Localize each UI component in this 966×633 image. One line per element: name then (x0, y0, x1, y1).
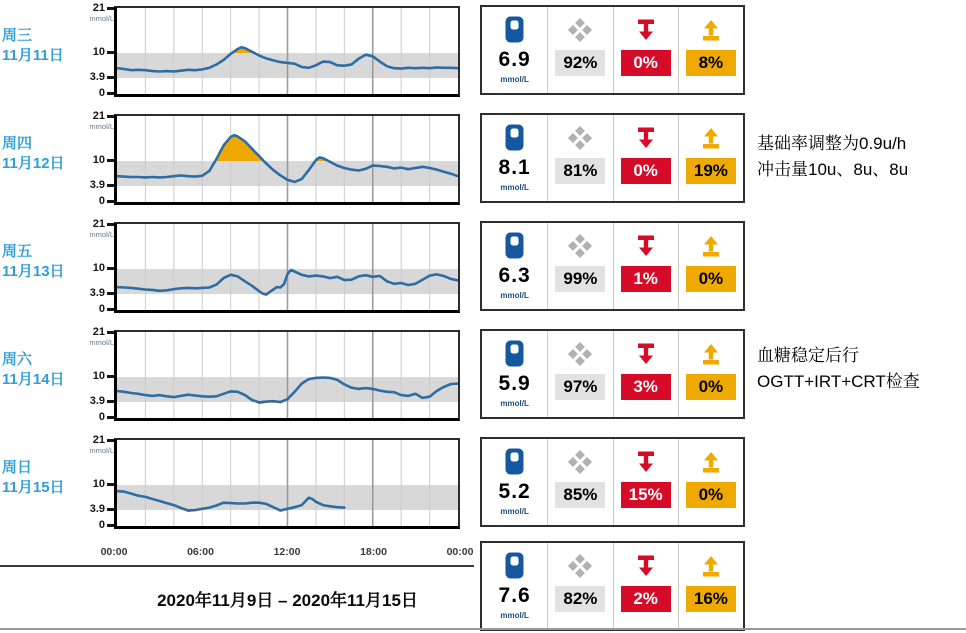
y-axis-upper-target: 10 (93, 370, 114, 382)
above-target-cell (678, 331, 743, 417)
y-axis-lower-target: 3.9 (90, 71, 114, 83)
glucose-curve (117, 332, 458, 418)
day-weekday: 周三 (2, 27, 33, 44)
day-stats-panel (480, 113, 745, 203)
above-target-percent: 0% (686, 374, 736, 400)
target-diamond-icon (567, 124, 593, 151)
day-label (0, 222, 74, 282)
below-target-arrow-icon (633, 16, 659, 43)
y-axis (74, 2, 114, 99)
below-target-cell (613, 439, 678, 525)
target-diamond-icon (567, 232, 593, 259)
avg-glucose-unit: mmol/L (500, 75, 529, 84)
glucose-meter-icon (505, 124, 524, 151)
avg-glucose-value: 5.9 (498, 372, 531, 395)
day-date: 11月15日 (2, 479, 65, 496)
above-target-arrow-icon (698, 16, 724, 43)
in-target-percent: 81% (555, 158, 605, 184)
day-row (0, 434, 750, 531)
above-target-arrow-icon (698, 552, 724, 579)
y-axis-unit: mmol/L (89, 338, 114, 347)
y-axis-upper-target: 10 (93, 154, 114, 166)
y-axis-unit: mmol/L (89, 230, 114, 239)
y-axis-unit: mmol/L (89, 122, 114, 131)
below-target-arrow-icon (633, 552, 659, 579)
y-axis-upper-target: 10 (93, 262, 114, 274)
day-stats-panel (480, 221, 745, 311)
glucose-chart (114, 114, 460, 205)
day-weekday: 周四 (2, 135, 33, 152)
above-target-arrow-icon (698, 232, 724, 259)
y-axis (74, 218, 114, 315)
day-rows (0, 2, 750, 531)
above-target-percent: 19% (686, 158, 736, 184)
above-target-percent: 8% (686, 50, 736, 76)
avg-glucose-unit: mmol/L (500, 183, 529, 192)
above-target-percent: 0% (686, 482, 736, 508)
below-target-cell (613, 223, 678, 309)
below-target-percent: 2% (621, 586, 671, 612)
annotation-line: 基础率调整为0.9u/h (757, 134, 907, 153)
y-axis (74, 110, 114, 207)
y-axis-max: 21 (93, 326, 114, 338)
day-stats-panel (480, 329, 745, 419)
chart-footer-divider (0, 565, 474, 567)
glucose-meter-icon (505, 448, 524, 475)
glucose-chart (114, 330, 460, 421)
in-target-cell (547, 223, 612, 309)
above-target-cell (678, 115, 743, 201)
glucose-curve (117, 440, 458, 526)
avg-glucose-cell (482, 543, 547, 629)
glucose-curve (117, 116, 458, 202)
y-axis-max: 21 (93, 434, 114, 446)
above-target-cell (678, 543, 743, 629)
in-target-cell (547, 7, 612, 93)
y-axis-max: 21 (93, 2, 114, 14)
y-axis (74, 326, 114, 423)
x-axis (100, 546, 474, 561)
y-axis-max: 21 (93, 218, 114, 230)
day-stats-panel (480, 5, 745, 95)
weekly-summary-panel (480, 541, 745, 631)
avg-glucose-cell (482, 331, 547, 417)
day-date: 11月12日 (2, 155, 65, 172)
below-target-arrow-icon (633, 448, 659, 475)
below-target-cell (613, 543, 678, 629)
below-target-arrow-icon (633, 232, 659, 259)
above-target-arrow-icon (698, 124, 724, 151)
report-date-range: 2020年11月9日 – 2020年11月15日 (157, 591, 418, 610)
glucose-meter-icon (505, 552, 524, 579)
day-row (0, 110, 750, 207)
above-target-arrow-icon (698, 448, 724, 475)
day-row (0, 2, 750, 99)
day-label (0, 438, 74, 498)
below-target-cell (613, 7, 678, 93)
below-target-percent: 15% (621, 482, 671, 508)
in-target-cell (547, 115, 612, 201)
day-label (0, 330, 74, 390)
target-diamond-icon (567, 552, 593, 579)
day-date: 11月11日 (2, 47, 64, 64)
annotation-line: OGTT+IRT+CRT检查 (757, 372, 920, 391)
glucose-chart (114, 438, 460, 529)
glucose-meter-icon (505, 232, 524, 259)
avg-glucose-value: 5.2 (498, 480, 531, 503)
x-axis-label: 06:00 (187, 546, 214, 558)
daily-charts-column (0, 2, 750, 611)
day-weekday: 周五 (2, 243, 33, 260)
avg-glucose-unit: mmol/L (500, 611, 529, 620)
annotation-line: 血糖稳定后行 (757, 346, 859, 365)
x-axis-label: 00:00 (100, 546, 128, 558)
avg-glucose-cell (482, 439, 547, 525)
y-axis-lower-target: 3.9 (90, 503, 114, 515)
glucose-meter-icon (505, 16, 524, 43)
glucose-curve (117, 8, 458, 94)
annotation-basal-rate (757, 131, 966, 183)
avg-glucose-value: 8.1 (498, 156, 531, 179)
y-axis-lower-target: 3.9 (90, 287, 114, 299)
y-axis-unit: mmol/L (89, 446, 114, 455)
above-target-cell (678, 7, 743, 93)
in-target-cell (547, 543, 612, 629)
x-axis-label: 12:00 (273, 546, 301, 558)
avg-glucose-value: 7.6 (498, 584, 531, 607)
day-row (0, 218, 750, 315)
avg-glucose-cell (482, 115, 547, 201)
in-target-percent: 97% (555, 374, 605, 400)
in-target-cell (547, 331, 612, 417)
day-weekday: 周日 (2, 459, 33, 476)
avg-glucose-unit: mmol/L (500, 399, 529, 408)
below-target-cell (613, 331, 678, 417)
day-date: 11月13日 (2, 263, 65, 280)
in-target-percent: 99% (555, 266, 605, 292)
day-label (0, 114, 74, 174)
avg-glucose-cell (482, 223, 547, 309)
x-axis-label: 18:00 (360, 546, 387, 558)
y-axis (74, 434, 114, 531)
below-target-arrow-icon (633, 124, 659, 151)
below-target-arrow-icon (633, 340, 659, 367)
y-axis-upper-target: 10 (93, 478, 114, 490)
avg-glucose-unit: mmol/L (500, 291, 529, 300)
above-target-percent: 0% (686, 266, 736, 292)
avg-glucose-value: 6.9 (498, 48, 531, 71)
y-axis-unit: mmol/L (89, 14, 114, 23)
in-target-percent: 85% (555, 482, 605, 508)
in-target-cell (547, 439, 612, 525)
day-date: 11月14日 (2, 371, 65, 388)
below-target-percent: 0% (621, 50, 671, 76)
below-target-percent: 0% (621, 158, 671, 184)
y-axis-upper-target: 10 (93, 46, 114, 58)
target-diamond-icon (567, 340, 593, 367)
above-target-cell (678, 223, 743, 309)
day-stats-panel (480, 437, 745, 527)
y-axis-zero: 0 (99, 87, 114, 99)
below-target-percent: 1% (621, 266, 671, 292)
glucose-chart (114, 222, 460, 313)
glucose-curve (117, 224, 458, 310)
avg-glucose-unit: mmol/L (500, 507, 529, 516)
bottom-divider (0, 628, 966, 630)
annotation-line: 冲击量10u、8u、8u (757, 160, 909, 179)
below-target-cell (613, 115, 678, 201)
y-axis-lower-target: 3.9 (90, 179, 114, 191)
below-target-percent: 3% (621, 374, 671, 400)
avg-glucose-value: 6.3 (498, 264, 531, 287)
glucose-chart (114, 6, 460, 97)
y-axis-zero: 0 (99, 519, 114, 531)
above-target-percent: 16% (686, 586, 736, 612)
day-label (0, 6, 74, 66)
y-axis-lower-target: 3.9 (90, 395, 114, 407)
day-row (0, 326, 750, 423)
y-axis-max: 21 (93, 110, 114, 122)
in-target-percent: 82% (555, 586, 605, 612)
annotation-tests (757, 343, 966, 395)
avg-glucose-cell (482, 7, 547, 93)
target-diamond-icon (567, 448, 593, 475)
y-axis-zero: 0 (99, 303, 114, 315)
in-target-percent: 92% (555, 50, 605, 76)
above-target-cell (678, 439, 743, 525)
y-axis-zero: 0 (99, 411, 114, 423)
y-axis-zero: 0 (99, 195, 114, 207)
above-target-arrow-icon (698, 340, 724, 367)
target-diamond-icon (567, 16, 593, 43)
x-axis-label: 00:00 (446, 546, 474, 558)
day-weekday: 周六 (2, 351, 33, 368)
glucose-meter-icon (505, 340, 524, 367)
